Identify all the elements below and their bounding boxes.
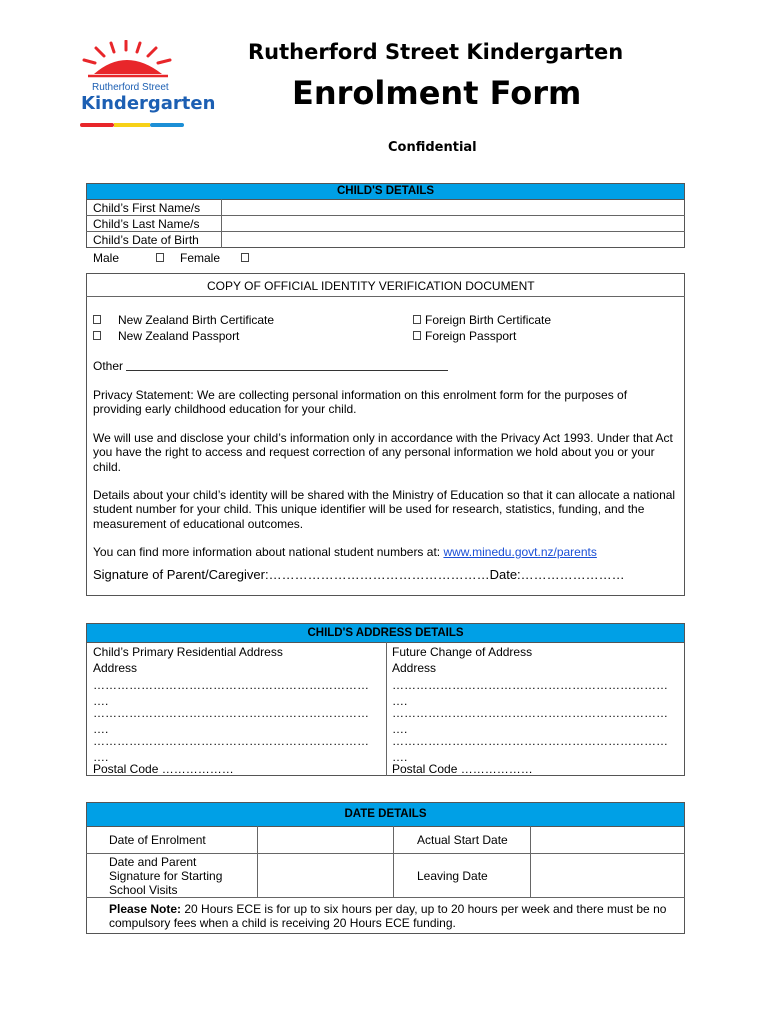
future-address-line3[interactable]: …………………………………………………………… bbox=[392, 734, 668, 748]
kindergarten-logo bbox=[78, 40, 216, 132]
male-label: Male bbox=[93, 251, 120, 265]
signature-line[interactable]: Signature of Parent/Caregiver:……………………………………………Date:…………………… bbox=[93, 567, 625, 582]
logo-stripe bbox=[80, 123, 184, 127]
primary-address-line1b: …. bbox=[93, 694, 109, 708]
primary-address-line1[interactable]: …………………………………………………………… bbox=[93, 678, 369, 692]
future-address-label: Address bbox=[392, 661, 437, 675]
first-name-field[interactable] bbox=[222, 200, 684, 215]
primary-address-title: Child’s Primary Residential Address bbox=[93, 645, 283, 659]
primary-postal-code[interactable]: Postal Code ……………… bbox=[93, 762, 234, 776]
foreign-passport-checkbox[interactable] bbox=[413, 331, 421, 340]
page-title: Enrolment Form bbox=[292, 74, 582, 112]
dob-label: Child’s Date of Birth bbox=[93, 233, 199, 247]
nz-passport-checkbox[interactable] bbox=[93, 331, 101, 340]
date-details-heading: DATE DETAILS bbox=[344, 808, 427, 820]
female-checkbox[interactable] bbox=[241, 253, 249, 262]
school-visits-label: Date and Parent Signature for Starting School Visits bbox=[109, 855, 223, 897]
other-field[interactable] bbox=[126, 370, 448, 371]
privacy-act-paragraph: We will use and disclose your child’s information only in accordance with the Privacy Act 1993. Under that Act you have the right to access and request correction of any personal information we hold about you or your child. bbox=[93, 431, 673, 474]
primary-address-line2[interactable]: …………………………………………………………… bbox=[93, 706, 369, 720]
please-note bbox=[109, 902, 669, 930]
female-label: Female bbox=[180, 251, 221, 265]
privacy-statement: Privacy Statement: We are collecting personal information on this enrolment form for the purposes of providing early childhood education for your child. bbox=[93, 388, 628, 417]
child-details-heading: CHILD'S DETAILS bbox=[336, 185, 435, 197]
address-header bbox=[86, 623, 685, 643]
future-address-title: Future Change of Address bbox=[392, 645, 533, 659]
logo-line1: Rutherford Street bbox=[92, 82, 169, 93]
dob-field[interactable] bbox=[222, 232, 684, 247]
future-address-line1b: …. bbox=[392, 694, 408, 708]
date-details-header bbox=[86, 802, 685, 827]
nz-birth-cert-checkbox[interactable] bbox=[93, 315, 101, 324]
future-address-line3b: …. bbox=[392, 750, 408, 764]
date-of-enrolment-label: Date of Enrolment bbox=[109, 833, 206, 847]
other-label: Other bbox=[93, 359, 124, 373]
minedu-link[interactable]: www.minedu.govt.nz/parents bbox=[443, 545, 597, 559]
foreign-birth-cert-checkbox[interactable] bbox=[413, 315, 421, 324]
address-heading: CHILD'S ADDRESS DETAILS bbox=[307, 627, 464, 639]
future-address-line2[interactable]: …………………………………………………………… bbox=[392, 706, 668, 720]
more-info-label: You can find more information about national student numbers at: bbox=[93, 545, 441, 559]
please-note-label: Please Note: bbox=[109, 902, 182, 916]
foreign-birth-cert-label: Foreign Birth Certificate bbox=[425, 313, 552, 327]
date-of-enrolment-field[interactable] bbox=[258, 827, 393, 853]
first-name-label: Child’s First Name/s bbox=[93, 201, 201, 215]
ministry-paragraph: Details about your child’s identity will be shared with the Ministry of Education so that it can allocate a national student number for your child. This unique identifier will be used for research, statistics, funding, and the measurement of educational outcomes. bbox=[93, 488, 676, 531]
child-details-header bbox=[86, 183, 685, 200]
primary-address-line3b: …. bbox=[93, 750, 109, 764]
actual-start-field[interactable] bbox=[531, 827, 684, 853]
leaving-date-label: Leaving Date bbox=[417, 869, 488, 883]
male-checkbox[interactable] bbox=[156, 253, 164, 262]
primary-address-label: Address bbox=[93, 661, 138, 675]
last-name-label: Child’s Last Name/s bbox=[93, 217, 200, 231]
identity-heading: COPY OF OFFICIAL IDENTITY VERIFICATION DOCUMENT bbox=[207, 279, 535, 293]
confidential-label: Confidential bbox=[388, 140, 477, 155]
primary-address-line2b: …. bbox=[93, 722, 109, 736]
school-visits-field[interactable] bbox=[258, 854, 393, 897]
primary-address-line3[interactable]: …………………………………………………………… bbox=[93, 734, 369, 748]
future-postal-code[interactable]: Postal Code ……………… bbox=[392, 762, 533, 776]
future-address-line2b: …. bbox=[392, 722, 408, 736]
future-address-line1[interactable]: …………………………………………………………… bbox=[392, 678, 668, 692]
more-info-text bbox=[93, 545, 597, 559]
nz-birth-cert-label: New Zealand Birth Certificate bbox=[118, 313, 275, 327]
please-note-text: 20 Hours ECE is for up to six hours per day, up to 20 hours per week and there must be no compulsory fees when a child is receiving 20 Hours ECE funding. bbox=[109, 902, 667, 930]
last-name-field[interactable] bbox=[222, 216, 684, 231]
actual-start-label: Actual Start Date bbox=[417, 833, 508, 847]
nz-passport-label: New Zealand Passport bbox=[118, 329, 240, 343]
leaving-date-field[interactable] bbox=[531, 854, 684, 897]
foreign-passport-label: Foreign Passport bbox=[425, 329, 517, 343]
org-name: Rutherford Street Kindergarten bbox=[248, 40, 624, 64]
logo-line2: Kindergarten bbox=[81, 93, 216, 114]
